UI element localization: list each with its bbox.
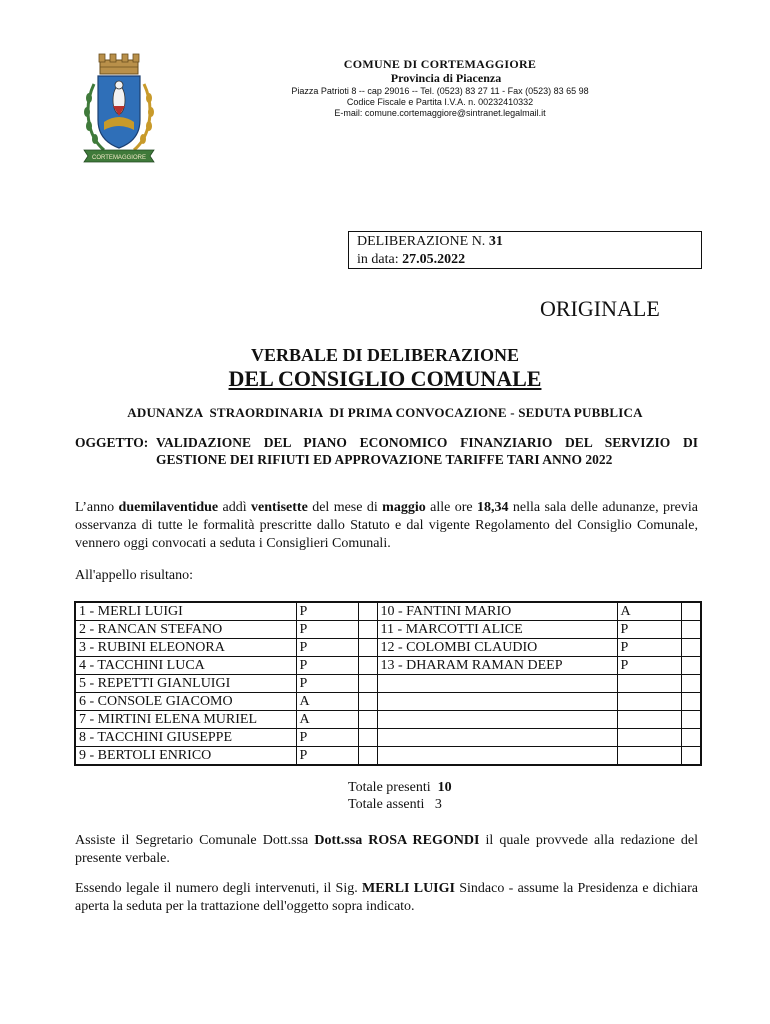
member-name: 4 - TACCHINI LUCA [75, 657, 296, 675]
member-status: A [296, 711, 358, 729]
total-absent-label: Totale assenti [348, 797, 425, 812]
member-status: A [617, 602, 681, 621]
intro-day: ventisette [251, 500, 308, 515]
member-status: P [617, 639, 681, 657]
intro-text-4: alle ore [425, 500, 477, 515]
intro-hour: 18,34 [477, 500, 509, 515]
deliberation-date-label: in data: [357, 252, 399, 267]
empty-cell [681, 747, 701, 766]
total-absent-value: 3 [434, 797, 442, 812]
deliberation-number: 31 [488, 234, 503, 249]
deliberation-date-line [357, 251, 701, 269]
table-row [75, 602, 701, 621]
member-status: P [296, 747, 358, 766]
table-row [75, 711, 701, 729]
member-status [617, 729, 681, 747]
table-row [75, 729, 701, 747]
empty-cell [681, 729, 701, 747]
table-row [75, 693, 701, 711]
member-status: P [296, 602, 358, 621]
intro-paragraph [75, 499, 698, 553]
table-row [75, 621, 701, 639]
member-status: P [296, 657, 358, 675]
member-status [617, 711, 681, 729]
member-name [377, 747, 617, 766]
intro-text-1: L’anno [75, 500, 119, 515]
intro-year: duemilaventidue [118, 500, 219, 515]
member-status: P [617, 657, 681, 675]
empty-cell [358, 711, 377, 729]
secretary-text-1: Assiste il Segretario Comunale Dott.ssa [75, 833, 315, 848]
member-name: 5 - REPETTI GIANLUIGI [75, 675, 296, 693]
table-row [75, 657, 701, 675]
table-row [75, 639, 701, 657]
empty-cell [681, 711, 701, 729]
roll-call-label: All'appello risultano: [75, 568, 194, 583]
crest-logo [80, 50, 158, 168]
member-status: P [296, 675, 358, 693]
deliberation-date: 27.05.2022 [402, 252, 466, 267]
secretary-text-2: il quale provvede alla redazione del presente verbale. [75, 833, 698, 866]
presidency-text-2: Sindaco - assume la Presidenza e dichiara aperta la seduta per la trattazione dell'oggetto sopra indicato. [75, 881, 698, 914]
member-name: 13 - DHARAM RAMAN DEEP [377, 657, 617, 675]
member-name: 6 - CONSOLE GIACOMO [75, 693, 296, 711]
presidency-paragraph [75, 880, 698, 916]
president-name: MERLI LUIGI [362, 881, 455, 896]
empty-cell [681, 657, 701, 675]
member-status [617, 747, 681, 766]
member-name: 7 - MIRTINI ELENA MURIEL [75, 711, 296, 729]
subject-text: VALIDAZIONE DEL PIANO ECONOMICO FINANZIARIO DEL SERVIZIO DI GESTIONE DEI RIFIUTI ED APPROVAZIONE TARIFFE TARI ANNO 2022 [156, 435, 698, 467]
member-name: 3 - RUBINI ELEONORA [75, 639, 296, 657]
total-present-label: Totale presenti [348, 780, 431, 795]
empty-cell [681, 693, 701, 711]
member-status [617, 675, 681, 693]
member-name: 8 - TACCHINI GIUSEPPE [75, 729, 296, 747]
subject-block [75, 434, 698, 468]
intro-text-3: del mese di [307, 500, 383, 515]
header-address: Piazza Patrioti 8 -- cap 29016 -- Tel. (0523) 83 27 11 - Fax (0523) 83 65 98 [291, 86, 589, 96]
empty-cell [681, 602, 701, 621]
deliberation-number-label: DELIBERAZIONE N. [357, 234, 486, 249]
empty-cell [681, 621, 701, 639]
empty-cell [681, 639, 701, 657]
empty-cell [358, 747, 377, 766]
empty-cell [358, 639, 377, 657]
shield-icon [98, 76, 140, 148]
originale-stamp: ORIGINALE [540, 296, 660, 321]
member-status: P [617, 621, 681, 639]
header-comune: COMUNE DI CORTEMAGGIORE [343, 57, 537, 71]
secretary-name: Dott.ssa ROSA REGONDI [314, 833, 480, 848]
header-email: E-mail: comune.cortemaggiore@sintranet.legalmail.it [334, 108, 546, 118]
ribbon-icon [84, 150, 154, 162]
crown-icon [99, 54, 139, 74]
empty-cell [681, 675, 701, 693]
table-row [75, 747, 701, 766]
member-name [377, 711, 617, 729]
document-subtitle: DEL CONSIGLIO COMUNALE [228, 366, 542, 391]
document-title: VERBALE DI DELIBERAZIONE [250, 345, 520, 365]
intro-text-2: addì [218, 500, 252, 515]
empty-cell [358, 621, 377, 639]
member-name [377, 729, 617, 747]
member-name [377, 675, 617, 693]
member-name: 1 - MERLI LUIGI [75, 602, 296, 621]
member-name: 12 - COLOMBI CLAUDIO [377, 639, 617, 657]
header-fiscal-code: Codice Fiscale e Partita I.V.A. n. 00232410332 [346, 97, 534, 107]
totals [348, 779, 452, 813]
member-status [617, 693, 681, 711]
member-name: 11 - MARCOTTI ALICE [377, 621, 617, 639]
member-name [377, 693, 617, 711]
deliberation-number-line [357, 233, 701, 251]
table-row [75, 675, 701, 693]
presidency-text-1: Essendo legale il numero degli intervenuti, il Sig. [75, 881, 362, 896]
intro-text-5: nella sala delle adunanze, previa osservanza di tutte le formalità prescritte dallo Statuto e dal vigente Regolamento del Consiglio Comunale, vennero oggi convocati a seduta i Consiglieri Comunali. [75, 500, 698, 551]
subject-label: OGGETTO: [75, 435, 149, 450]
member-status: P [296, 639, 358, 657]
session-type: ADUNANZA STRAORDINARIA DI PRIMA CONVOCAZIONE - SEDUTA PUBBLICA [127, 405, 643, 420]
total-absent-line [348, 796, 452, 813]
empty-cell [358, 729, 377, 747]
attendance-table [74, 601, 702, 766]
intro-month: maggio [382, 500, 426, 515]
empty-cell [358, 675, 377, 693]
member-name: 2 - RANCAN STEFANO [75, 621, 296, 639]
deliberation-box [348, 231, 702, 269]
total-present-value: 10 [437, 780, 452, 795]
empty-cell [358, 657, 377, 675]
member-name: 9 - BERTOLI ENRICO [75, 747, 296, 766]
member-name: 10 - FANTINI MARIO [377, 602, 617, 621]
member-status: P [296, 621, 358, 639]
header-provincia: Provincia di Piacenza [390, 71, 502, 85]
total-present-line [348, 779, 452, 796]
member-status: A [296, 693, 358, 711]
empty-cell [358, 602, 377, 621]
empty-cell [358, 693, 377, 711]
secretary-paragraph [75, 832, 698, 868]
member-status: P [296, 729, 358, 747]
ribbon-text: CORTEMAGGIORE [92, 155, 146, 161]
